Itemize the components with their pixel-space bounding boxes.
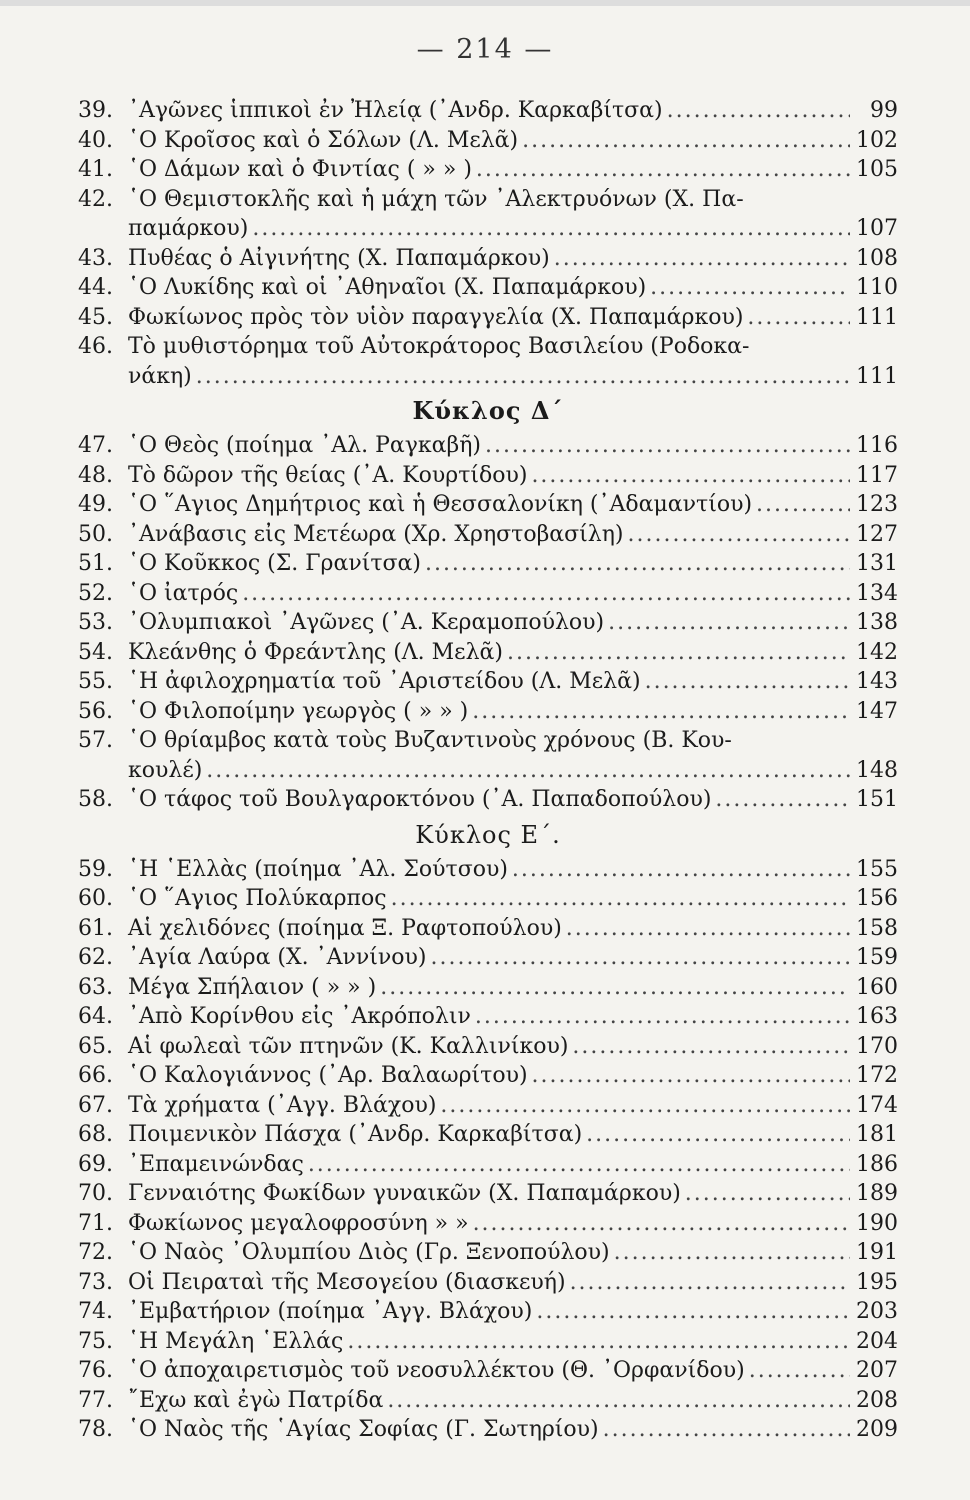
toc-entry bbox=[78, 303, 898, 333]
toc-entry bbox=[78, 549, 898, 579]
leader-dots bbox=[472, 697, 850, 727]
toc-entry-continuation bbox=[78, 214, 898, 244]
entry-number: 65. bbox=[78, 1033, 113, 1059]
leader-dots bbox=[485, 431, 850, 461]
entry-title: ῾Ο Φιλοποίμην γεωργὸς ( » » ) bbox=[128, 698, 469, 724]
entry-number: 48. bbox=[78, 462, 113, 488]
entry-page: 111 bbox=[856, 304, 898, 330]
entry-page: 111 bbox=[856, 363, 898, 389]
entry-title: Κλεάνθης ὁ Φρεάντλης (Λ. Μελᾶ) bbox=[128, 639, 503, 665]
entry-number: 52. bbox=[78, 580, 113, 606]
leader-dots bbox=[196, 362, 850, 392]
leader-dots bbox=[430, 943, 850, 973]
entry-page: 159 bbox=[856, 945, 898, 970]
toc-entry bbox=[78, 1002, 898, 1032]
leader-dots bbox=[554, 244, 850, 274]
entry-title: ῾Ο Κροῖσος καὶ ὁ Σόλων (Λ. Μελᾶ) bbox=[128, 127, 519, 153]
entry-number: 78. bbox=[78, 1417, 113, 1442]
entry-page: 105 bbox=[856, 157, 898, 182]
entry-number: 56. bbox=[78, 698, 113, 724]
leader-dots bbox=[650, 273, 850, 303]
entry-title: ῾Ο Λυκίδης καὶ οἱ ᾿Αθηναῖοι (Χ. Παπαμάρκου) bbox=[128, 275, 647, 300]
entry-title: Γενναιότης Φωκίδων γυναικῶν (Χ. Παπαμάρκου) bbox=[128, 1181, 681, 1206]
entry-page: 123 bbox=[856, 492, 898, 517]
entry-title: ᾿Ολυμπιακοὶ ᾿Αγῶνες (᾿Α. Κεραμοπούλου) bbox=[128, 610, 605, 635]
entry-page: 186 bbox=[856, 1151, 898, 1177]
entry-number: 61. bbox=[78, 915, 113, 941]
entry-number: 43. bbox=[78, 245, 113, 271]
entry-title: ῎Εχω καὶ ἐγὼ Πατρίδα bbox=[128, 1387, 384, 1413]
toc-entry bbox=[78, 1415, 898, 1445]
toc-entry bbox=[78, 697, 898, 727]
leader-dots bbox=[536, 1297, 850, 1327]
entry-page: 143 bbox=[856, 669, 898, 694]
entry-title-continued: παμάρκου) bbox=[128, 216, 249, 241]
leader-dots bbox=[347, 1327, 850, 1357]
leader-dots bbox=[586, 1120, 850, 1150]
toc-entry bbox=[78, 1120, 898, 1150]
entry-number: 71. bbox=[78, 1210, 113, 1236]
toc-entry bbox=[78, 1356, 898, 1386]
leader-dots bbox=[749, 1356, 850, 1386]
entry-page: 203 bbox=[856, 1299, 898, 1324]
leader-dots bbox=[507, 638, 850, 668]
entry-title: Αἱ χελιδόνες (ποίημα Ξ. Ραφτοπούλου) bbox=[128, 915, 562, 941]
entry-page: 170 bbox=[856, 1033, 898, 1059]
entry-page: 110 bbox=[856, 275, 898, 300]
entry-number: 77. bbox=[78, 1387, 113, 1413]
entry-title: ῾Ο Ναὸς ᾿Ολυμπίου Διὸς (Γρ. Ξενοπούλου) bbox=[128, 1240, 610, 1265]
entry-number: 68. bbox=[78, 1122, 113, 1147]
entry-number: 75. bbox=[78, 1328, 113, 1354]
entry-title: ῾Η ῾Ελλὰς (ποίημα ᾿Αλ. Σούτσου) bbox=[128, 856, 508, 882]
entry-page: 208 bbox=[856, 1387, 898, 1413]
leader-dots bbox=[308, 1150, 850, 1180]
entry-number: 55. bbox=[78, 669, 113, 694]
entry-page: 134 bbox=[856, 580, 898, 606]
entry-number: 41. bbox=[78, 157, 113, 182]
entry-number: 66. bbox=[78, 1063, 113, 1088]
entry-page: 102 bbox=[856, 127, 898, 153]
leader-dots bbox=[206, 756, 850, 786]
toc-entry bbox=[78, 785, 898, 815]
leader-dots bbox=[531, 461, 850, 491]
leader-dots bbox=[572, 1032, 850, 1062]
toc-entry bbox=[78, 1209, 898, 1239]
entry-title: ῾Ο ἰατρός bbox=[128, 580, 239, 606]
entry-page: 107 bbox=[856, 216, 898, 241]
entry-page: 147 bbox=[856, 698, 898, 724]
entry-number: 42. bbox=[78, 186, 113, 212]
entry-page: 131 bbox=[856, 551, 898, 576]
toc-entry bbox=[78, 579, 898, 609]
page-number: — 214 — bbox=[416, 34, 554, 65]
toc-entry bbox=[78, 608, 898, 638]
entry-page: 117 bbox=[856, 462, 898, 488]
entry-title: Φωκίωνος πρὸς τὸν υἱὸν παραγγελία (Χ. Παπαμάρκου) bbox=[128, 304, 744, 330]
entry-number: 54. bbox=[78, 639, 113, 665]
entry-title-continued: νάκη) bbox=[128, 363, 192, 389]
leader-dots bbox=[608, 608, 850, 638]
entry-number: 57. bbox=[78, 728, 113, 753]
toc-entry bbox=[78, 520, 898, 550]
entry-number: 46. bbox=[78, 334, 113, 359]
toc-entry bbox=[78, 638, 898, 668]
entry-number: 70. bbox=[78, 1181, 113, 1206]
leader-dots bbox=[667, 96, 850, 126]
entry-number: 74. bbox=[78, 1299, 113, 1324]
entry-page: 204 bbox=[856, 1328, 898, 1354]
entry-page: 174 bbox=[856, 1092, 898, 1118]
entry-page: 191 bbox=[856, 1240, 898, 1265]
leader-dots bbox=[425, 549, 850, 579]
entry-number: 40. bbox=[78, 127, 113, 153]
entry-number: 72. bbox=[78, 1240, 113, 1265]
entry-number: 73. bbox=[78, 1269, 113, 1295]
leader-dots bbox=[532, 1061, 850, 1091]
leader-dots bbox=[603, 1415, 850, 1445]
entry-number: 53. bbox=[78, 610, 113, 635]
entry-page: 181 bbox=[856, 1122, 898, 1147]
entry-title: ᾿Επαμεινώνδας bbox=[128, 1151, 304, 1177]
toc-entry bbox=[78, 726, 898, 756]
toc-entry bbox=[78, 155, 898, 185]
entry-page: 160 bbox=[856, 974, 898, 1000]
leader-dots bbox=[756, 490, 850, 520]
entry-page: 127 bbox=[856, 521, 898, 547]
entry-title: ᾿Εμβατήριον (ποίημα ᾿Αγγ. Βλάχου) bbox=[128, 1299, 533, 1324]
entry-title: ῾Ο θρίαμβος κατὰ τοὺς Βυζαντινοὺς χρόνους (Β. Κου- bbox=[128, 728, 732, 753]
entry-title: ᾿Απὸ Κορίνθου εἰς ᾿Ακρόπολιν bbox=[128, 1004, 471, 1029]
entry-title: Τὸ δῶρον τῆς θείας (᾿Α. Κουρτίδου) bbox=[128, 462, 528, 488]
toc-entry bbox=[78, 943, 898, 973]
leader-dots bbox=[570, 1268, 850, 1298]
entry-number: 62. bbox=[78, 945, 113, 970]
entry-page: 156 bbox=[856, 886, 898, 911]
leader-dots bbox=[476, 155, 850, 185]
entry-number: 50. bbox=[78, 521, 113, 547]
entry-title: ῾Ο Δάμων καὶ ὁ Φιντίας ( » » ) bbox=[128, 157, 472, 182]
entry-number: 51. bbox=[78, 551, 113, 576]
toc-entry bbox=[78, 1297, 898, 1327]
entry-page: 155 bbox=[856, 856, 898, 882]
toc-entry bbox=[78, 1268, 898, 1298]
leader-dots bbox=[387, 1386, 850, 1416]
toc-entry bbox=[78, 490, 898, 520]
entry-title: ῾Ο Κοῦκκος (Σ. Γρανίτσα) bbox=[128, 551, 421, 576]
toc-entry bbox=[78, 1386, 898, 1416]
entry-number: 64. bbox=[78, 1004, 113, 1029]
entry-title: ᾿Αγία Λαύρα (Χ. ᾿Αννίνου) bbox=[128, 945, 427, 970]
toc-entry bbox=[78, 1179, 898, 1209]
entry-number: 45. bbox=[78, 304, 113, 330]
section-heading: Κύκλος Δ΄ bbox=[412, 396, 564, 425]
entry-page: 108 bbox=[856, 245, 898, 271]
entry-title: ῾Ο Θεὸς (ποίημα ᾿Αλ. Ραγκαβῆ) bbox=[128, 433, 481, 458]
toc-entry bbox=[78, 332, 898, 362]
leader-dots bbox=[252, 214, 850, 244]
entry-number: 44. bbox=[78, 275, 113, 300]
entry-number: 59. bbox=[78, 856, 113, 882]
section-heading: Κύκλος Ε΄. bbox=[415, 820, 561, 849]
entry-title-continued: κουλέ) bbox=[128, 757, 203, 783]
toc-entry bbox=[78, 1091, 898, 1121]
entry-title: Ποιμενικὸν Πάσχα (᾿Ανδρ. Καρκαβίτσα) bbox=[128, 1122, 583, 1147]
entry-title: ῾Η ἀφιλοχρηματία τοῦ ᾿Αριστείδου (Λ. Μελᾶ) bbox=[128, 669, 641, 694]
table-of-contents bbox=[78, 96, 898, 1445]
entry-page: 142 bbox=[856, 639, 898, 665]
entry-number: 63. bbox=[78, 974, 113, 1000]
entry-page: 190 bbox=[856, 1210, 898, 1236]
toc-entry bbox=[78, 185, 898, 215]
toc-entry bbox=[78, 1032, 898, 1062]
leader-dots bbox=[380, 973, 850, 1003]
toc-entry bbox=[78, 461, 898, 491]
leader-dots bbox=[391, 884, 850, 914]
entry-title: Τὰ χρήματα (᾿Αγγ. Βλάχου) bbox=[128, 1092, 437, 1118]
entry-page: 195 bbox=[856, 1269, 898, 1295]
entry-title: Τὸ μυθιστόρημα τοῦ Αὐτοκράτορος Βασιλείου (Ροδοκα- bbox=[128, 334, 750, 359]
entry-title: Οἱ Πειραταὶ τῆς Μεσογείου (διασκευή) bbox=[128, 1269, 566, 1295]
leader-dots bbox=[475, 1002, 850, 1032]
toc-entry bbox=[78, 431, 898, 461]
entry-number: 49. bbox=[78, 492, 113, 517]
toc-entry bbox=[78, 244, 898, 274]
toc-entry bbox=[78, 96, 898, 126]
entry-title: ῾Ο τάφος τοῦ Βουλγαροκτόνου (᾿Α. Παπαδοπούλου) bbox=[128, 787, 712, 812]
entry-number: 47. bbox=[78, 433, 113, 458]
toc-entry bbox=[78, 273, 898, 303]
toc-entry-continuation bbox=[78, 756, 898, 786]
leader-dots bbox=[522, 126, 850, 156]
entry-title: ῾Ο ῞Αγιος Πολύκαρπος bbox=[128, 886, 387, 911]
entry-page: 158 bbox=[856, 915, 898, 941]
leader-dots bbox=[715, 785, 850, 815]
leader-dots bbox=[566, 914, 850, 944]
entry-title: ῾Η Μεγάλη ῾Ελλάς bbox=[128, 1328, 344, 1354]
toc-entry bbox=[78, 1061, 898, 1091]
entry-title: ῾Ο ἀποχαιρετισμὸς τοῦ νεοσυλλέκτου (Θ. ᾿Ορφανίδου) bbox=[128, 1358, 745, 1383]
leader-dots bbox=[628, 520, 850, 550]
entry-number: 67. bbox=[78, 1092, 113, 1118]
toc-entry bbox=[78, 126, 898, 156]
leader-dots bbox=[512, 855, 850, 885]
entry-number: 58. bbox=[78, 787, 113, 812]
entry-page: 148 bbox=[856, 757, 898, 783]
entry-title: ῾Ο Καλογιάννος (᾿Αρ. Βαλαωρίτου) bbox=[128, 1063, 528, 1088]
toc-entry-continuation bbox=[78, 362, 898, 392]
toc-entry bbox=[78, 884, 898, 914]
entry-page: 163 bbox=[856, 1004, 898, 1029]
toc-entry bbox=[78, 1150, 898, 1180]
entry-number: 60. bbox=[78, 886, 113, 911]
leader-dots bbox=[747, 303, 850, 333]
leader-dots bbox=[645, 667, 850, 697]
entry-page: 189 bbox=[856, 1181, 898, 1206]
entry-title: ῾Ο Ναὸς τῆς ῾Αγίας Σοφίας (Γ. Σωτηρίου) bbox=[128, 1417, 599, 1442]
entry-number: 69. bbox=[78, 1151, 113, 1177]
entry-number: 76. bbox=[78, 1358, 113, 1383]
entry-title: ῾Ο ῞Αγιος Δημήτριος καὶ ἡ Θεσσαλονίκη (᾿Αδαμαντίου) bbox=[128, 492, 753, 517]
leader-dots bbox=[473, 1209, 850, 1239]
entry-page: 116 bbox=[856, 433, 898, 458]
toc-entry bbox=[78, 855, 898, 885]
toc-entry bbox=[78, 1327, 898, 1357]
leader-dots bbox=[685, 1179, 850, 1209]
toc-entry bbox=[78, 914, 898, 944]
entry-page: 151 bbox=[856, 787, 898, 812]
entry-number: 39. bbox=[78, 98, 113, 123]
entry-title: Μέγα Σπήλαιον ( » » ) bbox=[128, 974, 377, 1000]
toc-entry bbox=[78, 973, 898, 1003]
page-edge bbox=[0, 0, 970, 6]
entry-title: ῾Ο Θεμιστοκλῆς καὶ ἡ μάχη τῶν ᾿Αλεκτρυόνων (Χ. Πα- bbox=[128, 186, 744, 212]
entry-page: 99 bbox=[870, 98, 898, 123]
entry-page: 172 bbox=[856, 1063, 898, 1088]
entry-title: Φωκίωνος μεγαλοφροσύνη » » bbox=[128, 1210, 469, 1236]
leader-dots bbox=[614, 1238, 850, 1268]
entry-title: ᾿Αγῶνες ἱππικοὶ ἐν Ἠλείᾳ (᾿Ανδρ. Καρκαβίτσα) bbox=[128, 98, 663, 123]
entry-page: 207 bbox=[856, 1358, 898, 1383]
entry-title: Αἱ φωλεαὶ τῶν πτηνῶν (Κ. Καλλινίκου) bbox=[128, 1033, 569, 1059]
entry-title: Πυθέας ὁ Αἰγινήτης (Χ. Παπαμάρκου) bbox=[128, 245, 550, 271]
entry-title: ᾿Ανάβασις εἰς Μετέωρα (Χρ. Χρηστοβασίλη) bbox=[128, 521, 624, 547]
entry-page: 209 bbox=[856, 1417, 898, 1442]
leader-dots bbox=[440, 1091, 850, 1121]
leader-dots bbox=[242, 579, 850, 609]
toc-entry bbox=[78, 667, 898, 697]
toc-entry bbox=[78, 1238, 898, 1268]
entry-page: 138 bbox=[856, 610, 898, 635]
